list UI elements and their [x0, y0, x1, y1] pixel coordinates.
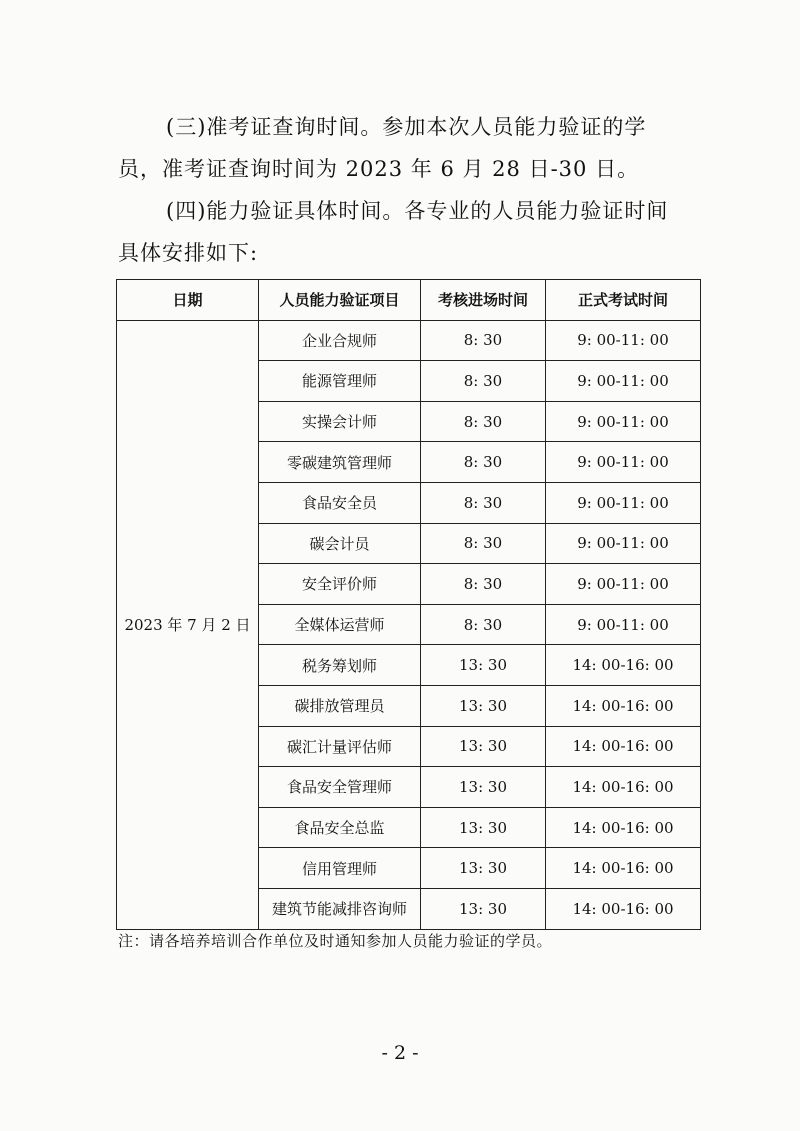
exam-schedule-table	[116, 279, 701, 930]
entry-time-cell: 8: 30	[421, 442, 546, 483]
item-cell: 全媒体运营师	[259, 604, 421, 645]
entry-time-cell: 13: 30	[421, 685, 546, 726]
item-cell: 食品安全员	[259, 482, 421, 523]
exam-time-cell: 14: 00-16: 00	[546, 767, 701, 808]
entry-time-cell: 8: 30	[421, 604, 546, 645]
item-cell: 信用管理师	[259, 848, 421, 889]
entry-time-cell: 13: 30	[421, 848, 546, 889]
header-entry-time: 考核进场时间	[421, 280, 546, 321]
item-cell: 实操会计师	[259, 401, 421, 442]
item-cell: 碳排放管理员	[259, 685, 421, 726]
item-cell: 零碳建筑管理师	[259, 442, 421, 483]
item-cell: 税务筹划师	[259, 645, 421, 686]
item-cell: 碳汇计量评估师	[259, 726, 421, 767]
item-cell: 企业合规师	[259, 320, 421, 361]
item-cell: 碳会计员	[259, 523, 421, 564]
exam-time-cell: 14: 00-16: 00	[546, 645, 701, 686]
paragraph-exam-schedule: (四)能力验证具体时间。各专业的人员能力验证时间具体安排如下:	[118, 199, 669, 265]
item-cell: 能源管理师	[259, 361, 421, 402]
entry-time-cell: 8: 30	[421, 401, 546, 442]
item-cell: 食品安全总监	[259, 807, 421, 848]
exam-time-cell: 14: 00-16: 00	[546, 726, 701, 767]
entry-time-cell: 13: 30	[421, 645, 546, 686]
entry-time-cell: 13: 30	[421, 807, 546, 848]
exam-time-cell: 14: 00-16: 00	[546, 888, 701, 929]
exam-time-cell: 9: 00-11: 00	[546, 320, 701, 361]
header-date: 日期	[117, 280, 259, 321]
entry-time-cell: 8: 30	[421, 482, 546, 523]
exam-time-cell: 9: 00-11: 00	[546, 564, 701, 605]
header-exam-time: 正式考试时间	[546, 280, 701, 321]
entry-time-cell: 8: 30	[421, 564, 546, 605]
header-item: 人员能力验证项目	[259, 280, 421, 321]
exam-time-cell: 9: 00-11: 00	[546, 604, 701, 645]
exam-time-cell: 9: 00-11: 00	[546, 523, 701, 564]
table-header-row	[117, 280, 701, 321]
entry-time-cell: 13: 30	[421, 888, 546, 929]
exam-time-cell: 9: 00-11: 00	[546, 442, 701, 483]
table-row	[117, 320, 701, 361]
entry-time-cell: 8: 30	[421, 361, 546, 402]
page-number: - 2 -	[381, 1042, 419, 1064]
entry-time-cell: 8: 30	[421, 320, 546, 361]
exam-time-cell: 14: 00-16: 00	[546, 848, 701, 889]
item-cell: 食品安全管理师	[259, 767, 421, 808]
item-cell: 建筑节能减排咨询师	[259, 888, 421, 929]
entry-time-cell: 13: 30	[421, 726, 546, 767]
entry-time-cell: 8: 30	[421, 523, 546, 564]
exam-time-cell: 9: 00-11: 00	[546, 361, 701, 402]
item-cell: 安全评价师	[259, 564, 421, 605]
date-cell: 2023 年 7 月 2 日	[117, 320, 259, 929]
entry-time-cell: 13: 30	[421, 767, 546, 808]
table-note: 注：请各培养培训合作单位及时通知参加人员能力验证的学员。	[118, 932, 553, 950]
paragraph-admission-ticket-query: (三)准考证查询时间。参加本次人员能力验证的学员，准考证查询时间为 2023 年 6 月 28 日-30 日。	[118, 115, 647, 181]
exam-time-cell: 14: 00-16: 00	[546, 685, 701, 726]
exam-time-cell: 9: 00-11: 00	[546, 482, 701, 523]
exam-time-cell: 14: 00-16: 00	[546, 807, 701, 848]
exam-time-cell: 9: 00-11: 00	[546, 401, 701, 442]
